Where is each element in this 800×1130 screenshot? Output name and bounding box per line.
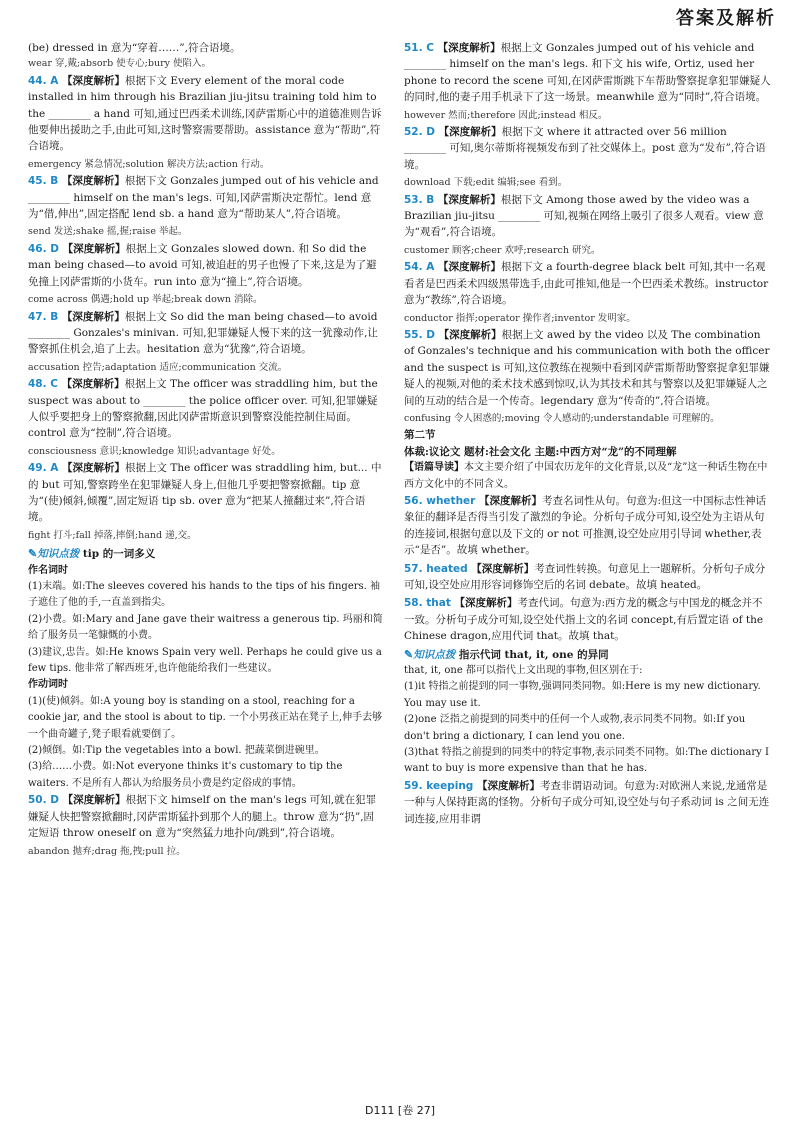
answer-number: 55. D <box>404 328 435 341</box>
knowledge-point-title: tip 的一词多义 <box>79 548 156 561</box>
section-title: 第二节 <box>404 429 436 442</box>
analysis-text: 根据上文 Gonzales jumped out of his vehicle and ________ himself on the man's legs. 和下文 his wife, Ortiz, used her phone to record the scene 可知,在冈萨雷斯跳下车帮助警察捉拿犯罪嫌疑人的同时,他的妻子用手机录下了这一场景。meanwhile 意为“同时”,符合语境。 <box>404 42 771 104</box>
answer-entry <box>404 124 772 173</box>
vocab-note: however 然而;therefore 因此;instead 相反。 <box>404 109 608 121</box>
answer-number: 56. whether <box>404 494 476 507</box>
answer-entry <box>404 40 772 106</box>
answer-number: 53. B <box>404 193 435 206</box>
analysis-text: 根据上文 So did the man being chased—to avoid ________ Gonzales's minivan. 可知,犯罪嫌疑人慢下来的这一犹豫动作,让警察抓住机会,追了上去。hesitation 意为“犹豫”,符合语境。 <box>28 310 378 356</box>
analysis-text: 根据下文 a fourth-degree black belt 可知,其中一名观看者是巴西柔术四级黑带选手,由此可推知,他是一个巴西柔术教练。instructor 意为“教练”,符合语境。 <box>404 261 769 307</box>
knowledge-point-line: that, it, one 都可以指代上文出现的事物,但区别在于: <box>404 665 643 677</box>
analysis-text: 考查代词。句意为:西方龙的概念与中国龙的概念并不一致。分析句子成分可知,设空处代指上文的名词 concept,有后置定语 of the Chinese dragon,应用代词 that。故填 that。 <box>404 597 764 643</box>
vocab-note: fight 打斗;fall 掉落,摔倒;hand 递,交。 <box>28 529 197 541</box>
answer-entry <box>28 173 383 222</box>
pencil-icon: ✎ <box>28 547 38 561</box>
section-title: 体裁:议论文 题材:社会文化 主题:中西方对“龙”的不同理解 <box>404 445 677 458</box>
knowledge-point-line: 作名词时 <box>28 564 68 576</box>
analysis-tag: 【深度解析】 <box>467 562 535 575</box>
guide-text: 本文主要介绍了中国农历龙年的文化背景,以及“龙”这一种话生物在中西方文化中的不同含义。 <box>404 462 768 490</box>
left-column <box>28 40 383 860</box>
answer-number: 54. A <box>404 261 435 274</box>
answer-number: 59. keeping <box>404 779 474 792</box>
analysis-tag: 【深度解析】 <box>433 42 501 54</box>
analysis-tag: 【深度解析】 <box>475 494 543 507</box>
analysis-tag: 【深度解析】 <box>58 175 125 188</box>
reading-guide <box>404 460 772 493</box>
analysis-tag: 【深度解析】 <box>58 462 126 475</box>
answer-number: 46. D <box>28 242 59 255</box>
analysis-tag: 【深度解析】 <box>434 193 501 206</box>
knowledge-point-line: (1)(使)倾斜。如:A young boy is standing on a stool, reaching for a cookie jar, and the stool is about to tip. 一个小男孩正站在凳子上,伸手去够一个曲奇罐子,凳子眼看就要倒了。 <box>28 695 383 740</box>
analysis-text: 根据上文 The officer was straddling him, but... 中的 but 可知,警察跨坐在犯罪嫌疑人身上,但他几乎要把警察掀翻。tip 意为“(使)倾斜,倾覆”,固定短语 tip sb. over 意为“把某人撞翻过来”,符合语境。 <box>28 462 382 524</box>
vocab-note: send 发送;shake 摇,握;raise 举起。 <box>28 226 188 238</box>
knowledge-point-line: (3)给……小费。如:Not everyone thinks it's customary to tip the waiters. 不是所有人都认为给服务员小费是约定俗成的事情。 <box>28 761 343 789</box>
answer-number: 57. heated <box>404 562 468 575</box>
knowledge-point-line: (3)建议,忠告。如:He knows Spain very well. Perhaps he could give us a few tips. 他非常了解西班牙,也许他能给我们一些建议。 <box>28 646 382 675</box>
knowledge-point-line: (2)倾倒。如:Tip the vegetables into a bowl. 把蔬菜倒进碗里。 <box>28 745 325 757</box>
analysis-tag: 【深度解析】 <box>450 597 518 610</box>
analysis-tag: 【深度解析】 <box>434 261 502 274</box>
knowledge-point-line: (1)末端。如:The sleeves covered his hands to the tips of his fingers. 袖子遮住了他的手,一直盖到指尖。 <box>28 581 381 609</box>
answer-number: 44. A <box>28 74 59 87</box>
knowledge-point-header <box>28 546 383 562</box>
knowledge-point-line: 作动词时 <box>28 679 68 691</box>
analysis-text: 根据上文 awed by the video 以及 The combination of Gonzales's technique and his communication with both the officer and the suspect is 可知,这位教练在视频中看到冈萨雷斯帮助警察捉拿犯罪嫌疑人的视频,对他的柔术技术感到惊叹,认为其技术和其与警察以及犯罪嫌疑人之间的互动的结合是一个传奇。legendary 意为“传奇的”,符合语境。 <box>404 328 770 407</box>
knowledge-point-line: (1)it 特指之前提到的同一事物,强调同类同物。如:Here is my new dictionary. You may use it. <box>404 681 761 709</box>
knowledge-point-line: (2)小费。如:Mary and Jane gave their waitress a generous tip. 玛丽和简给了服务员一笔慷慨的小费。 <box>28 613 383 642</box>
analysis-tag: 【深度解析】 <box>434 126 502 139</box>
answer-number: 48. C <box>28 378 58 391</box>
vocab-note: download 下载;edit 编辑;see 看到。 <box>404 177 568 189</box>
answer-entry <box>404 595 772 644</box>
knowledge-point-line: (3)that 特指之前提到的同类中的特定事物,表示同类不同物。如:The dictionary I want to buy is more expensive than that he has. <box>404 747 769 775</box>
analysis-tag: 【深度解析】 <box>58 242 126 255</box>
page-header: 答案及解析 <box>676 8 776 29</box>
answer-entry <box>28 376 383 442</box>
analysis-text: 根据下文 Gonzales jumped out of his vehicle and ________ himself on the man's legs. 可知,冈萨雷斯决定帮忙。lend 意为“借,伸出”,固定搭配 lend sb. a hand 意为“帮助某人”,符合语境。 <box>28 175 379 221</box>
analysis-tag: 【深度解析】 <box>58 310 125 323</box>
answer-entry <box>28 241 383 290</box>
answer-entry <box>404 561 772 594</box>
vocab-note: customer 顾客;cheer 欢呼;research 研究。 <box>404 244 601 256</box>
knowledge-point-title: 指示代词 that, it, one 的异同 <box>455 648 609 661</box>
analysis-text: 考查非谓语动词。句意为:对欧洲人来说,龙通常是一种与人保持距离的怪物。分析句子成分可知,设空处与句子系动词 is 之间无连词连接,应用非谓 <box>404 779 770 825</box>
analysis-text: 考查名词性从句。句意为:但这一中国标志性神话象征的翻译是否得当引发了激烈的争论。分析句子成分可知,设空处为主语从句的连接词,根据句意以及下文的 or not 可推测,设空处应用引导词 whether,表示“是否”。故填 whether。 <box>404 494 767 557</box>
analysis-text: 考查词性转换。句意见上一题解析。分析句子成分可知,设空处应用形容词修饰空后的名词 debate。故填 heated。 <box>404 562 766 591</box>
vocab-note: conductor 指挥;operator 操作者;inventor 发明家。 <box>404 312 636 324</box>
answer-number: 58. that <box>404 597 451 610</box>
pencil-icon: ✎ <box>404 647 414 661</box>
answer-entry <box>404 259 772 308</box>
knowledge-point-header <box>404 647 772 663</box>
answer-number: 49. A <box>28 462 59 475</box>
answer-entry <box>404 778 772 827</box>
vocab-note: come across 偶遇;hold up 举起;break down 消除。 <box>28 294 263 306</box>
text-line: (be) dressed in 意为“穿着……”,符合语境。 <box>28 42 241 54</box>
answer-entry <box>28 460 383 526</box>
analysis-text: 根据上文 The officer was straddling him, but the suspect was about to ________ the police officer over. 可知,犯罪嫌疑人似乎要把身上的警察掀翻,因此冈萨雷斯意识到警察没能控制住局面。control 意为“控制”,符合语境。 <box>28 378 378 440</box>
analysis-tag: 【深度解析】 <box>434 328 502 341</box>
knowledge-point-line: (2)one 泛指之前提到的同类中的任何一个人或物,表示同类不同物。如:If you don't bring a dictionary, I can lend you one. <box>404 714 746 742</box>
answer-number: 45. B <box>28 175 59 188</box>
answer-entry <box>404 327 772 409</box>
vocab-note: confusing 令人困惑的;moving 令人感动的;understandable 可理解的。 <box>404 412 720 424</box>
vocab-note: accusation 控告;adaptation 适应;communication 交流。 <box>28 361 288 373</box>
analysis-text: 根据上文 Gonzales slowed down. 和 So did the man being chased—to avoid 可知,被追赶的男子也慢了下来,这是为了避免撞上冈萨雷斯的小货车。run into 意为“撞上”,符合语境。 <box>28 242 377 288</box>
vocab-note: abandon 抛弃;drag 拖,拽;pull 拉。 <box>28 845 186 857</box>
right-column <box>404 40 772 829</box>
page-number: D111 [卷 27] <box>364 1104 436 1117</box>
analysis-text: 根据下文 where it attracted over 56 million ________ 可知,奥尔蒂斯将视频发布到了社交媒体上。post 意为“发布”,符合语境。 <box>404 126 766 171</box>
guide-tag: 【语篇导读】 <box>404 462 464 474</box>
analysis-tag: 【深度解析】 <box>57 378 125 391</box>
analysis-tag: 【深度解析】 <box>58 74 126 87</box>
analysis-text: 根据下文 Among those awed by the video was a Brazilian jiu-jitsu ________ 可知,视频在网络上吸引了很多人观看。view 意为“观看”,符合语境。 <box>404 193 764 239</box>
knowledge-point-badge: 知识点拨 <box>413 648 456 661</box>
answer-entry <box>28 792 383 841</box>
answer-number: 47. B <box>28 310 59 323</box>
answer-entry <box>404 493 772 559</box>
knowledge-point-badge: 知识点拨 <box>37 548 80 561</box>
vocab-note: emergency 紧急情况;solution 解决方法;action 行动。 <box>28 158 270 170</box>
vocab-note: consciousness 意识;knowledge 知识;advantage 好处。 <box>28 445 281 457</box>
analysis-tag: 【深度解析】 <box>58 794 126 807</box>
analysis-text: 根据下文 Every element of the moral code installed in him through his Brazilian jiu-jitsu training told him to the ________ a hand 可知,通过巴西柔术训练,冈萨雷斯心中的道德准则告诉他要伸出援助之手,由此可知,这时警察需要帮助。assistance 意为“帮助”,符合语境。 <box>28 74 382 153</box>
answer-entry <box>404 192 772 241</box>
vocab-note: wear 穿,戴;absorb 使专心;bury 使陷入。 <box>28 58 212 70</box>
answer-entry <box>28 73 383 155</box>
answer-number: 50. D <box>28 794 59 807</box>
analysis-tag: 【深度解析】 <box>473 779 540 792</box>
answer-number: 51. C <box>404 42 434 54</box>
analysis-text: 根据下文 himself on the man's legs 可知,就在犯罪嫌疑人快把警察掀翻时,冈萨雷斯猛扑到那个人的腿上。throw 意为“扔”,固定短语 throw oneself on 意为“突然猛力地扑向/跳到”,符合语境。 <box>28 794 377 840</box>
answer-number: 52. D <box>404 126 435 139</box>
answer-entry <box>28 309 383 358</box>
